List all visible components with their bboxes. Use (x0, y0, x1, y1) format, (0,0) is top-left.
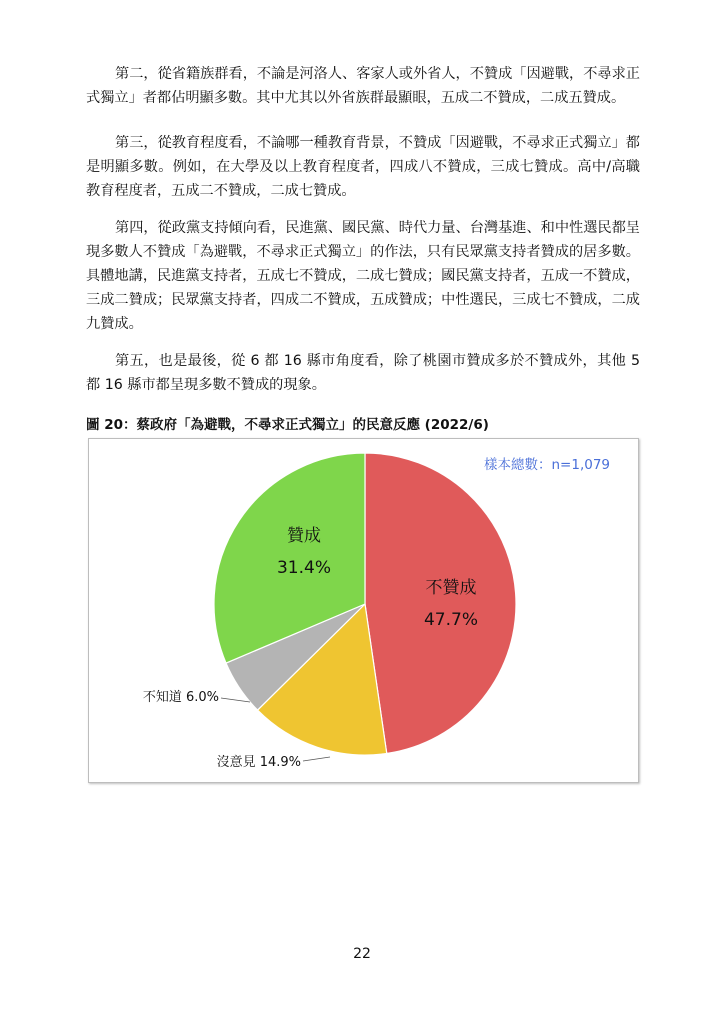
paragraph-education: 第三，從教育程度看，不論哪一種教育背景，不贊成「因避戰，不尋求正式獨立」都是明顯多數。例如，在大學及以上教育程度者，四成八不贊成，三成七贊成。高中/高職教育程度者，五成二不贊成，二成七贊成。 (86, 135, 640, 199)
pie-value-disagree: 47.7% (423, 610, 479, 630)
pie-chart (89, 439, 638, 782)
pie-slice-disagree (365, 453, 516, 753)
pie-leader-line-no-opinion (303, 757, 330, 761)
pie-chart-frame (88, 438, 639, 783)
paragraph-ethnic-groups: 第二，從省籍族群看，不論是河洛人、客家人或外省人，不贊成「因避戰，不尋求正式獨立」者都佔明顯多數。其中尤其以外省族群最顯眼，五成二不贊成，二成五贊成。 (86, 66, 640, 106)
paragraph-party: 第四，從政黨支持傾向看，民進黨、國民黨、時代力量、台灣基進、和中性選民都呈現多數人不贊成「為避戰，不尋求正式獨立」的作法，只有民眾黨支持者贊成的居多數。具體地講，民進黨支持者，五成七不贊成，二成七贊成；國民黨支持者，五成一不贊成，三成二贊成；民眾黨支持者，四成二不贊成，五成贊成；中性選民，三成七不贊成，二成九贊成。 (86, 220, 640, 332)
pie-label-dont-know: 不知道 6.0% (142, 690, 219, 705)
sample-size-note: 樣本總數：n=1,079 (483, 457, 610, 473)
pie-label-disagree: 不贊成 (425, 578, 477, 598)
pie-label-no-opinion: 沒意見 14.9% (216, 755, 301, 770)
pie-label-agree: 贊成 (287, 526, 321, 546)
figure-caption: 圖 20：蔡政府「為避戰，不尋求正式獨立」的民意反應 (2022/6) (86, 417, 489, 433)
paragraph-region: 第五，也是最後，從 6 都 16 縣市角度看，除了桃園市贊成多於不贊成外，其他 5 都 16 縣市都呈現多數不贊成的現象。 (86, 353, 640, 393)
page-number: 22 (353, 946, 371, 962)
pie-value-agree: 31.4% (276, 558, 332, 578)
pie-leader-line-dont-know (221, 698, 250, 702)
